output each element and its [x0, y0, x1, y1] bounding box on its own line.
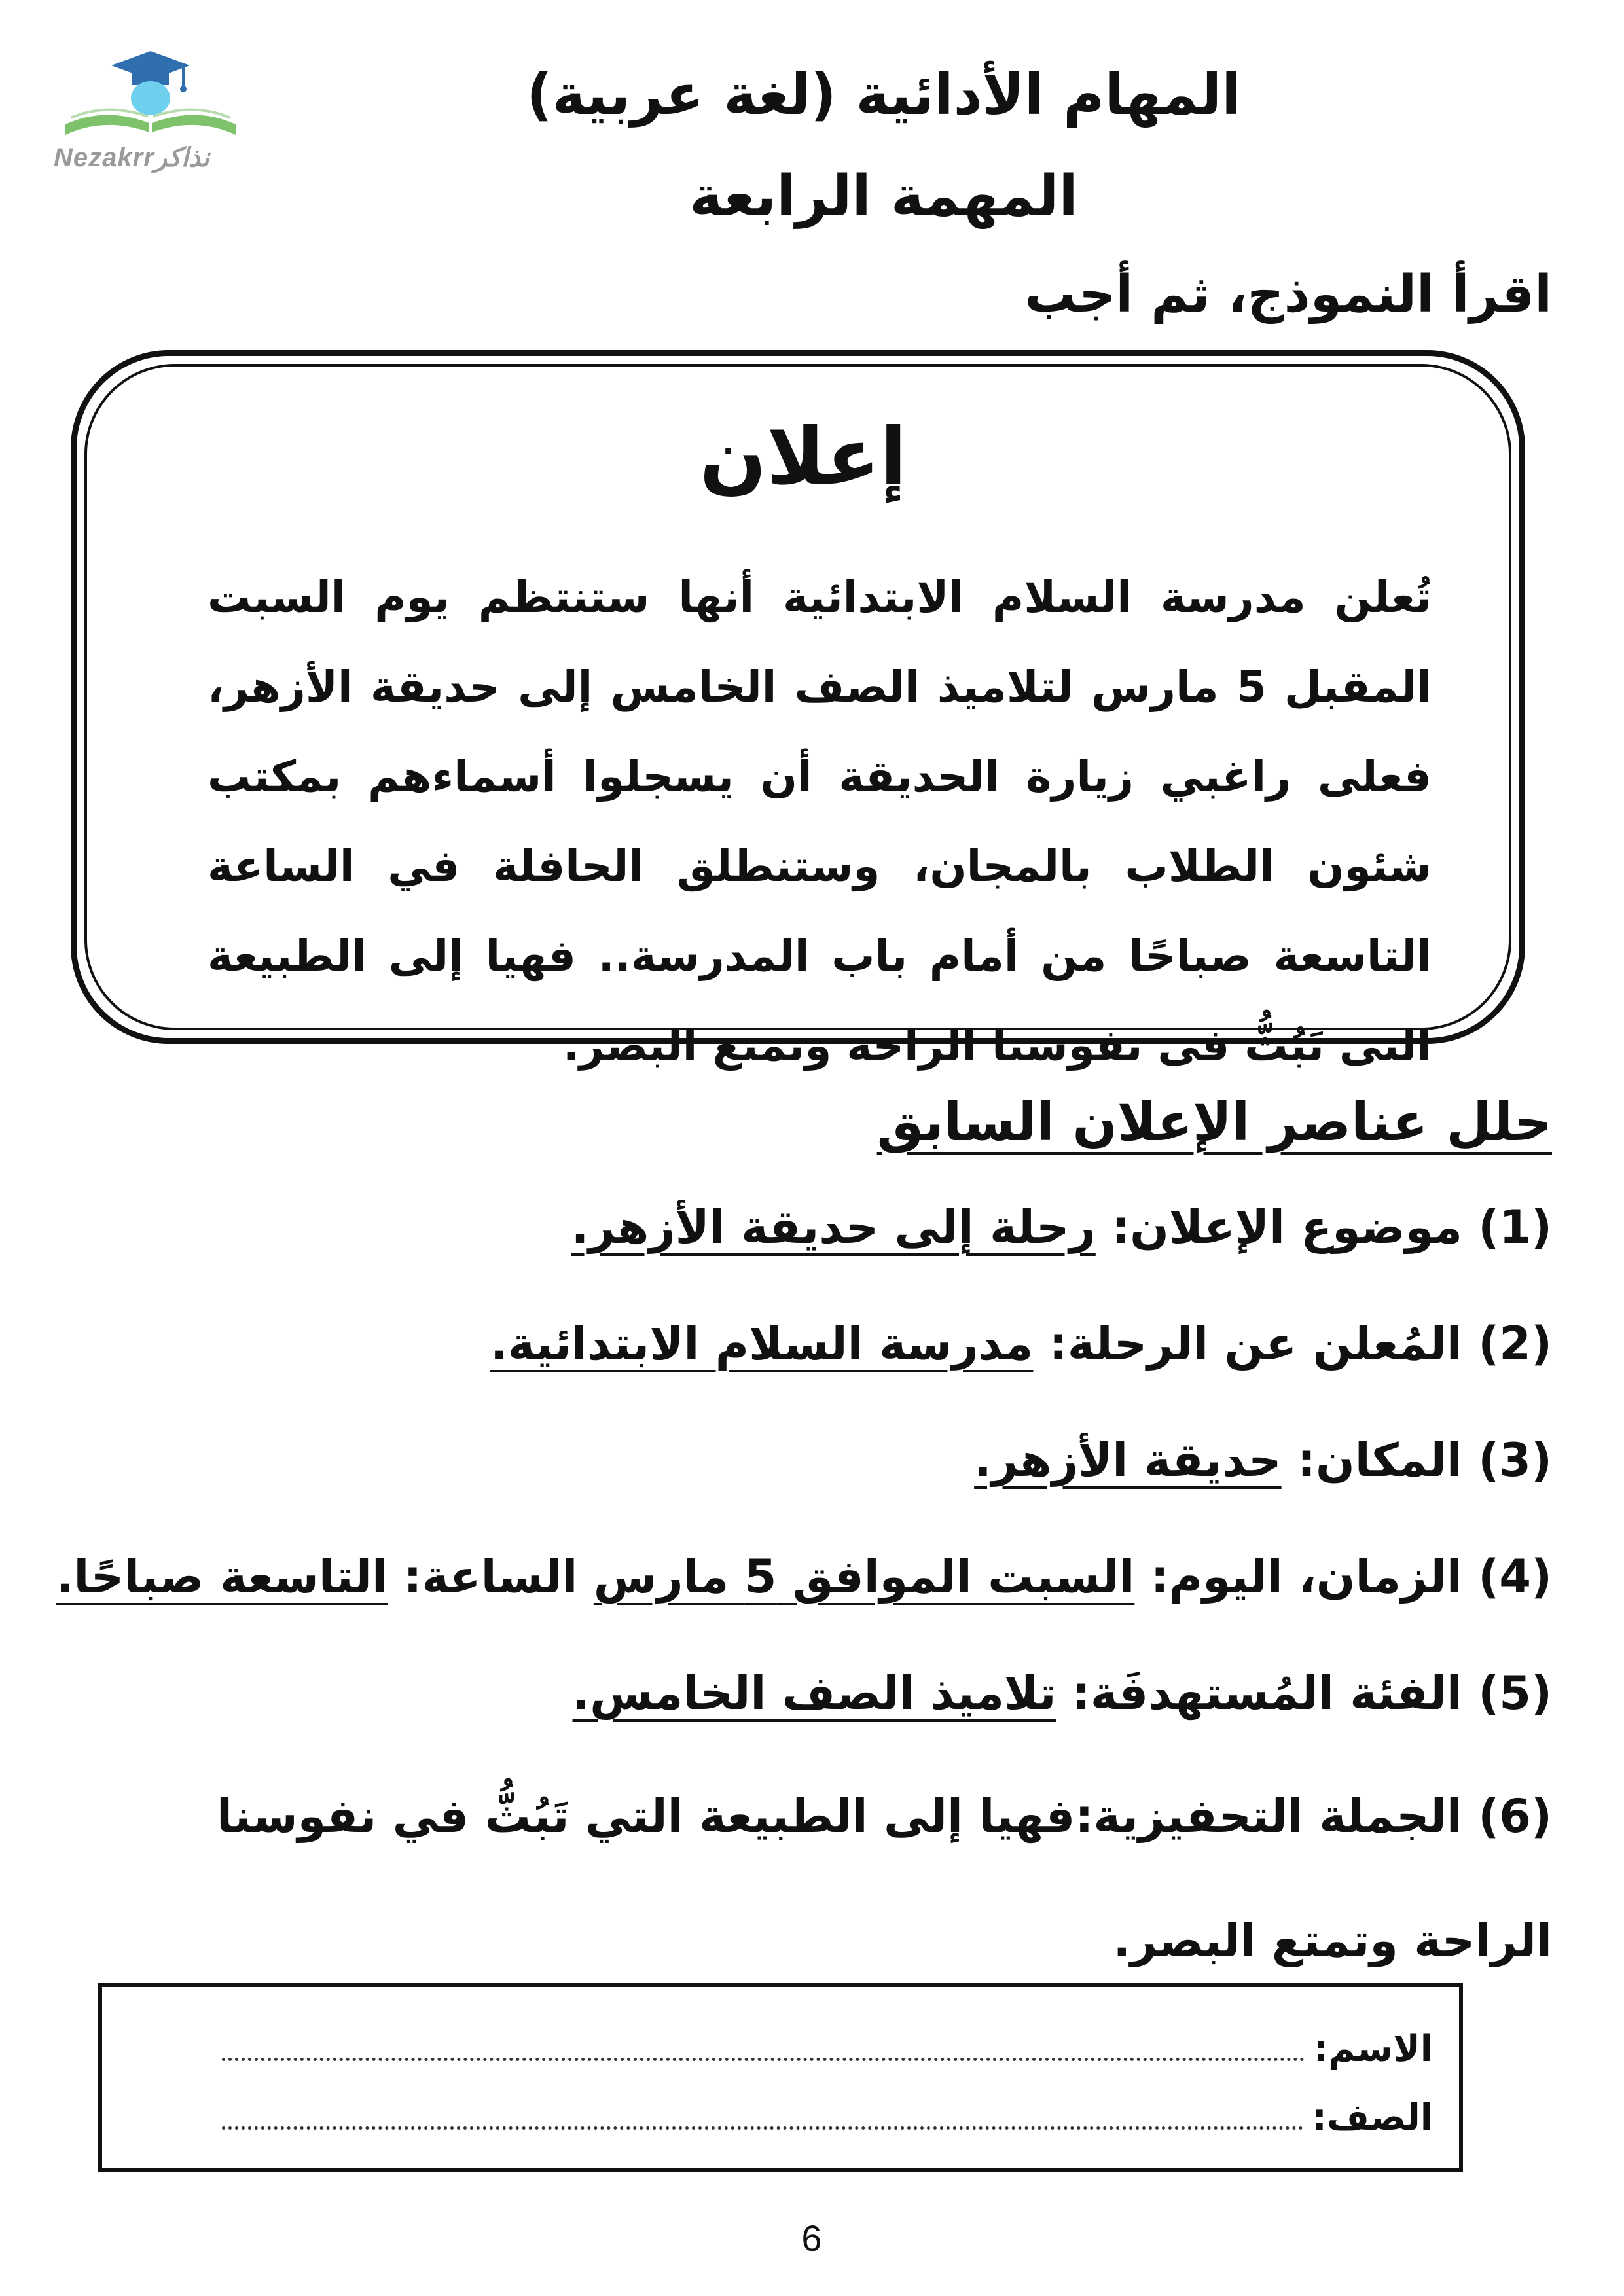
- answer-value-1: رحلة إلى حديقة الأزهر.: [571, 1200, 1096, 1254]
- answer-item-6: [66, 1754, 1552, 2003]
- answer-item-2: [66, 1301, 1552, 1418]
- answer-value-2: مدرسة السلام الابتدائية.: [490, 1317, 1034, 1371]
- task-subtitle: المهمة الرابعة: [689, 164, 1078, 229]
- answer-value-4-time: التاسعة صباحًا.: [56, 1550, 388, 1604]
- answer-item-4: [56, 1534, 1552, 1651]
- analysis-heading: [636, 1080, 1552, 1165]
- answer-label-4: (4) الزمان، اليوم:: [1134, 1550, 1552, 1604]
- answer-value-4-day: السبت الموافق 5 مارس: [593, 1550, 1135, 1604]
- class-field[interactable]: [222, 2126, 1303, 2130]
- logo-text: Nezakrrنذاكر: [54, 143, 210, 172]
- name-field-row: [222, 2023, 1433, 2075]
- answer-value-6: فهيا إلى الطبيعة التي تَبُثُّ في نفوسنا الراحة وتمتع البصر.: [216, 1789, 1552, 1967]
- analysis-heading-text: حلل عناصر الإعلان السابق: [876, 1092, 1552, 1153]
- answer-label-5: (5) الفئة المُستهدفَة:: [1056, 1666, 1552, 1720]
- name-label: الاسم:: [1313, 2028, 1433, 2070]
- answer-item-5: [66, 1651, 1552, 1767]
- student-info-box: [98, 1983, 1463, 2172]
- class-label: الصف:: [1312, 2096, 1433, 2139]
- answers-list: [56, 1185, 1552, 2003]
- announcement-box: [71, 350, 1525, 1071]
- page-title: المهام الأدائية (لغة عربية): [526, 62, 1241, 128]
- answer-item-1: [66, 1185, 1552, 1301]
- announcement-title: إعلان: [699, 412, 907, 503]
- announcement-body: تُعلن مدرسة السلام الابتدائية أنها ستنتظم يوم السبت المقبل 5 مارس لتلاميذ الصف الخامس إلى حديقة الأزهر، فعلى راغبي زيارة الحديقة أن يسجلوا أسماءهم بمكتب شئون الطلاب بالمجان، وستنطلق الحافلة في الساعة التاسعة صباحًا من أمام باب المدرسة.. فهيا إلى الطبيعة التى تَبُثُّ فى نفوسنا الراحة وتمتع البصر.: [208, 572, 1432, 1071]
- answer-label-3: (3) المكان:: [1281, 1433, 1552, 1487]
- answer-label-4-time: الساعة:: [387, 1550, 594, 1604]
- answer-value-5: تلاميذ الصف الخامس.: [572, 1666, 1056, 1720]
- answer-value-3: حديقة الأزهر.: [974, 1433, 1282, 1487]
- answer-label-2: (2) المُعلن عن الرحلة:: [1033, 1317, 1552, 1371]
- answer-item-3: [66, 1418, 1552, 1534]
- graduation-cap-book-icon: [52, 46, 242, 144]
- instruction-text: اقرأ النموذج، ثم أجب: [1024, 265, 1552, 324]
- name-field[interactable]: [222, 2058, 1305, 2061]
- answer-label-6: (6) الجملة التحفيزية:: [1075, 1789, 1552, 1843]
- answer-label-1: (1) موضوع الإعلان:: [1095, 1200, 1552, 1254]
- class-field-row: [222, 2092, 1433, 2144]
- page-number: 6: [801, 2217, 822, 2259]
